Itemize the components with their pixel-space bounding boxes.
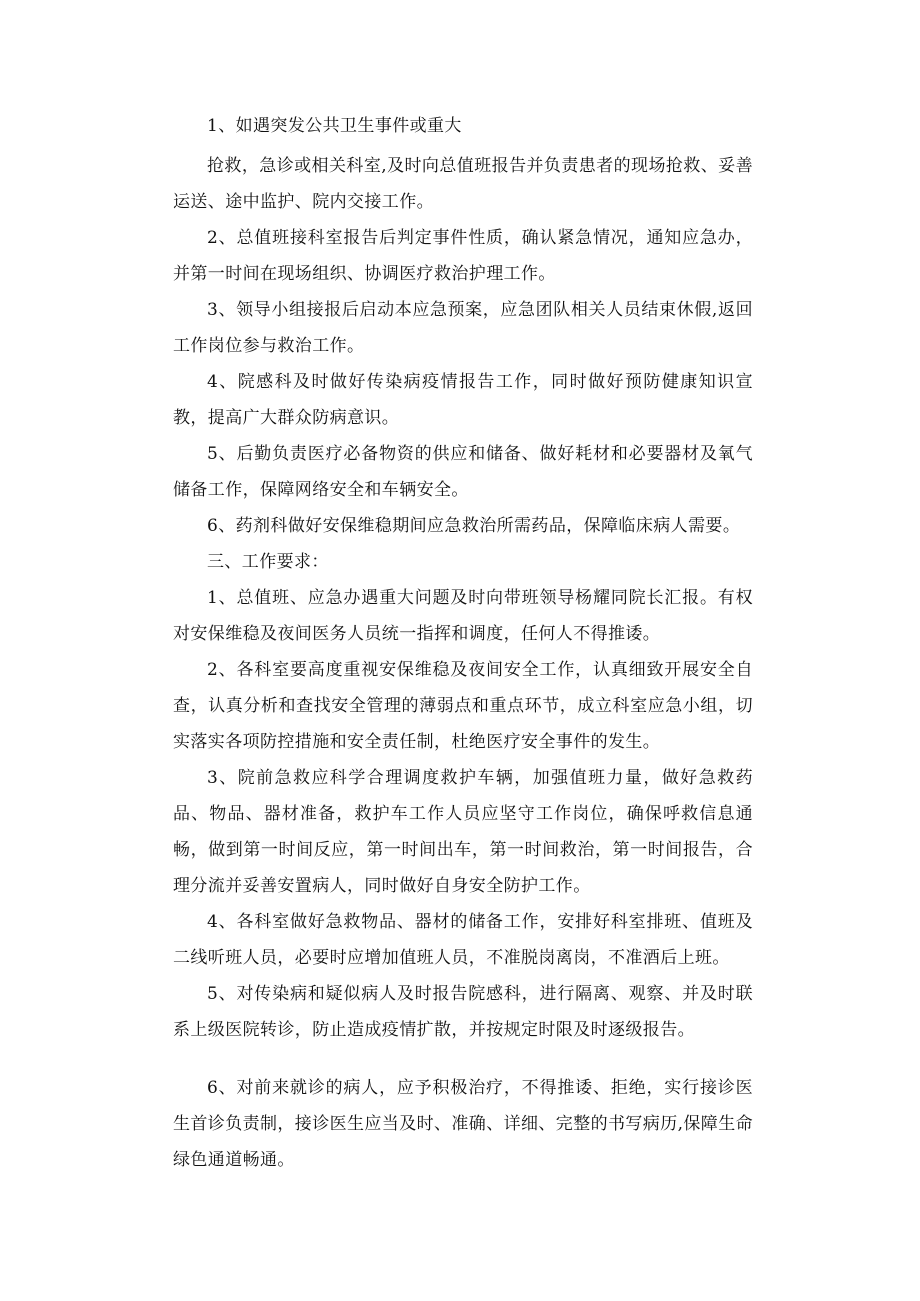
paragraph-req-3: 3、院前急救应科学合理调度救护车辆，加强值班力量，做好急救药品、物品、器材准备，救护车工作人员应坚守工作岗位，确保呼救信息通畅，做到第一时间反应，第一时间出车，第一时间救治，第一时间报告，合理分流并妥善安置病人，同时做好自身安全防护工作。 bbox=[173, 768, 753, 896]
paragraph-6: 5、后勤负责医疗必备物资的供应和储备、做好耗材和必要器材及氧气储备工作，保障网络安全和车辆安全。 bbox=[173, 444, 753, 500]
paragraph-gap bbox=[173, 1048, 753, 1070]
section-heading-requirements: 三、工作要求： bbox=[207, 552, 329, 572]
paragraph-req-1: 1、总值班、应急办遇重大问题及时向带班领导杨耀同院长汇报。有权对安保维稳及夜间医务人员统一指挥和调度，任何人不得推诿。 bbox=[173, 588, 753, 644]
paragraph-req-4: 4、各科室做好急救物品、器材的储备工作，安排好科室排班、值班及二线听班人员，必要时应增加值班人员，不准脱岗离岗，不准酒后上班。 bbox=[173, 912, 753, 968]
document-page bbox=[173, 108, 753, 1178]
paragraph-5: 4、院感科及时做好传染病疫情报告工作，同时做好预防健康知识宣教，提高广大群众防病意识。 bbox=[173, 372, 753, 428]
paragraph-1: 1、如遇突发公共卫生事件或重大 bbox=[207, 116, 462, 136]
paragraph-4: 3、领导小组接报后启动本应急预案，应急团队相关人员结束休假,返回工作岗位参与救治工作。 bbox=[173, 300, 753, 356]
paragraph-req-5: 5、对传染病和疑似病人及时报告院感科，进行隔离、观察、并及时联系上级医院转诊，防止造成疫情扩散，并按规定时限及时逐级报告。 bbox=[173, 984, 753, 1040]
paragraph-req-6: 6、对前来就诊的病人，应予积极治疗，不得推诿、拒绝，实行接诊医生首诊负责制，接诊医生应当及时、准确、详细、完整的书写病历,保障生命绿色通道畅通。 bbox=[173, 1078, 754, 1170]
paragraph-3: 2、总值班接科室报告后判定事件性质，确认紧急情况，通知应急办，并第一时间在现场组织、协调医疗救治护理工作。 bbox=[173, 228, 753, 284]
paragraph-req-2: 2、各科室要高度重视安保维稳及夜间安全工作，认真细致开展安全自查，认真分析和查找安全管理的薄弱点和重点环节，成立科室应急小组，切实落实各项防控措施和安全责任制，杜绝医疗安全事件的发生。 bbox=[173, 660, 753, 752]
paragraph-7: 6、药剂科做好安保维稳期间应急救治所需药品，保障临床病人需要。 bbox=[207, 516, 741, 536]
paragraph-2: 抢救，急诊或相关科室,及时向总值班报告并负责患者的现场抢救、妥善运送、途中监护、院内交接工作。 bbox=[173, 156, 753, 212]
